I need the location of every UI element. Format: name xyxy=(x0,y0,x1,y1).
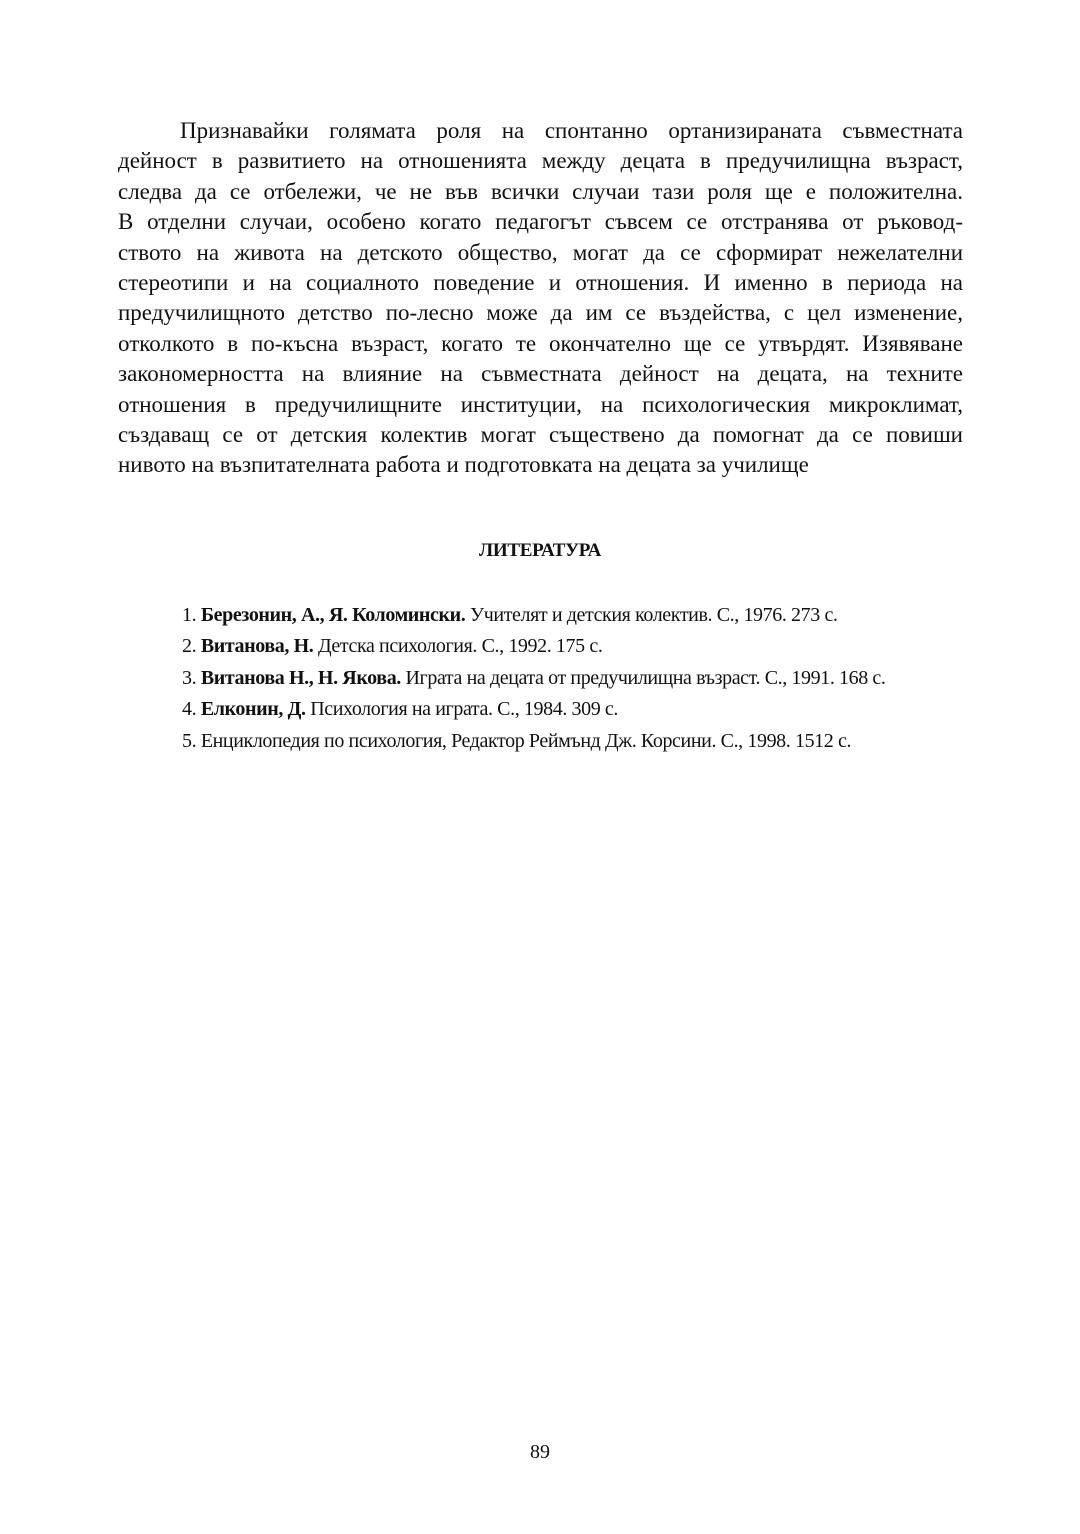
reference-item xyxy=(118,726,963,757)
body-line: създаващ се от детския колектив могат съществено да помогнат да се повиши xyxy=(118,422,963,448)
reference-authors: Витанова Н., Н. Якова. xyxy=(200,666,401,689)
body-line: В отделни случаи, особено когато педагогът съвсем се отстранява от ръковод- xyxy=(118,209,963,235)
reference-number: 3. xyxy=(182,666,197,689)
reference-number: 1. xyxy=(182,604,197,626)
reference-item xyxy=(118,663,963,694)
reference-authors: Витанова, Н. xyxy=(200,635,314,658)
body-line: отколкото в по-късна възраст, когато те окончателно ще се утвърдят. Изявяване xyxy=(118,330,963,356)
reference-details: Енциклопедия по психология, Редактор Реймънд Дж. Корсини. С., 1998. 1512 с. xyxy=(200,729,852,752)
reference-details: Играта на децата от предучилищна възраст. С., 1991. 168 с. xyxy=(405,666,886,689)
body-line: следва да се отбележи, че не във всички случаи тази роля ще е положителна. xyxy=(118,178,963,204)
reference-details: Детска психология. С., 1992. 175 с. xyxy=(317,635,603,658)
reference-authors: Березонин, А., Я. Коломински. xyxy=(200,604,466,626)
references-heading: ЛИТЕРАТУРА xyxy=(478,540,602,561)
reference-number: 5. xyxy=(182,729,197,752)
body-line: Признавайки голямата роля на спонтанно ортанизираната съвместната xyxy=(180,118,963,143)
body-line: ството на живота на детското общество, могат да се сформират нежелателни xyxy=(118,239,963,265)
reference-details: Учителят и детския колектив. С., 1976. 273 с. xyxy=(469,604,838,626)
reference-details: Психология на играта. С., 1984. 309 с. xyxy=(310,698,618,721)
reference-item xyxy=(118,694,963,725)
body-line: отношения в предучилищните институции, на психологическия микроклимат, xyxy=(118,391,963,417)
page-number: 89 xyxy=(530,1441,550,1463)
references-list xyxy=(118,600,963,757)
reference-item xyxy=(118,600,963,631)
body-paragraph xyxy=(118,116,963,481)
reference-number: 4. xyxy=(182,698,197,721)
reference-number: 2. xyxy=(182,635,197,658)
reference-item xyxy=(118,631,963,662)
reference-authors: Елконин, Д. xyxy=(200,698,306,721)
body-line: стереотипи и на социалното поведение и отношения. И именно в периода на xyxy=(118,270,963,296)
body-line: дейност в развитието на отношенията между децата в предучилищна възраст, xyxy=(118,148,963,174)
body-line: предучилищното детство по-лесно може да им се въздейства, с цел изменение, xyxy=(118,300,963,326)
body-line: закономерността на влияние на съвместната дейност на децата, на техните xyxy=(118,361,963,387)
body-line: нивото на възпитателната работа и подготовката на децата за училище xyxy=(118,452,809,478)
